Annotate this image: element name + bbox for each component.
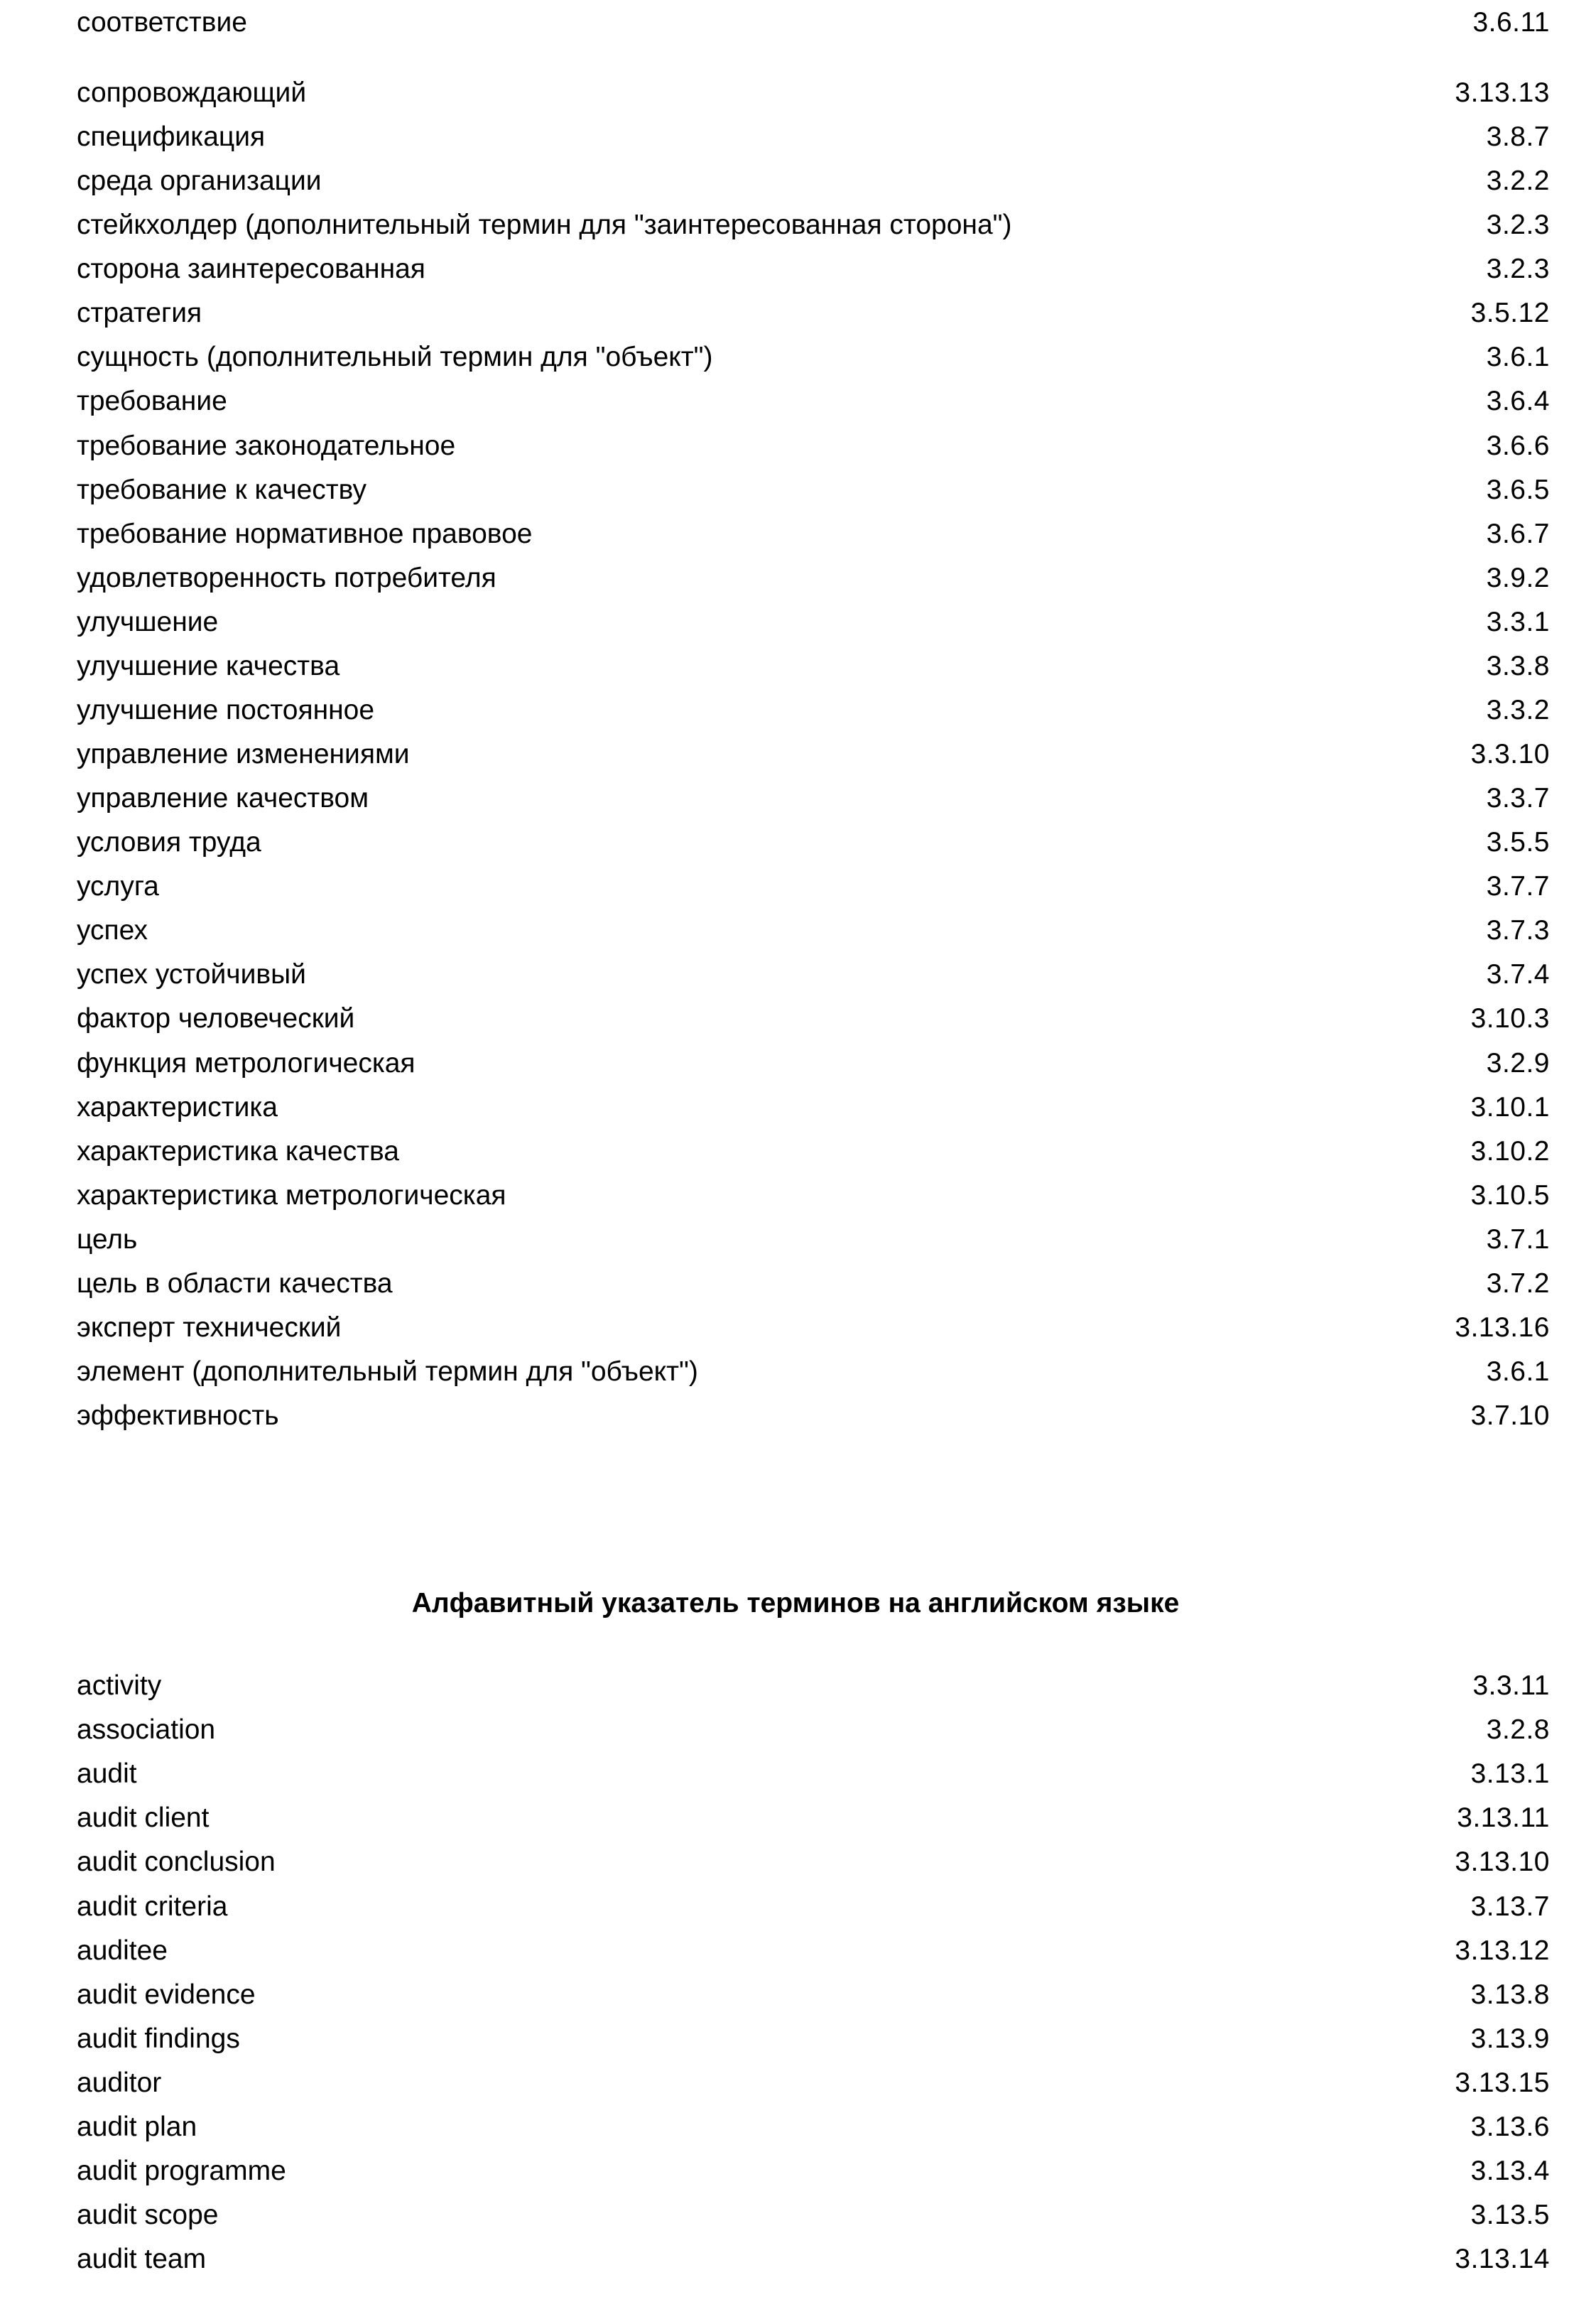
- index-term: audit plan: [77, 2112, 197, 2142]
- index-clause-ref: 3.3.2: [1486, 694, 1550, 725]
- index-term: улучшение постоянное: [77, 694, 375, 725]
- index-term: audit team: [77, 2244, 207, 2275]
- index-clause-ref: 3.13.16: [1455, 1312, 1550, 1343]
- index-entry: [77, 335, 1550, 379]
- index-clause-ref: 3.7.10: [1470, 1400, 1550, 1432]
- index-clause-ref: 3.13.15: [1455, 2067, 1550, 2098]
- index-clause-ref: 3.13.11: [1457, 1803, 1550, 1834]
- index-clause-ref: 3.2.3: [1486, 254, 1550, 285]
- index-entry: [77, 203, 1550, 247]
- index-entry: [77, 1664, 1550, 1708]
- index-clause-ref: 3.13.4: [1470, 2156, 1550, 2187]
- index-clause-ref: 3.6.4: [1486, 386, 1550, 417]
- index-term: эксперт технический: [77, 1312, 342, 1343]
- index-term: требование нормативное правовое: [77, 518, 533, 549]
- index-term: успех устойчивый: [77, 959, 306, 990]
- index-entry: [77, 1840, 1550, 1884]
- index-entry: [77, 1350, 1550, 1394]
- index-entry: [77, 291, 1550, 335]
- index-clause-ref: 3.3.8: [1486, 650, 1550, 681]
- index-term: удовлетворенность потребителя: [77, 562, 496, 593]
- index-clause-ref: 3.13.14: [1455, 2244, 1550, 2275]
- index-term: соответствие: [77, 7, 247, 38]
- index-clause-ref: 3.3.7: [1486, 783, 1550, 814]
- index-clause-ref: 3.3.11: [1472, 1670, 1550, 1701]
- index-clause-ref: 3.7.7: [1486, 871, 1550, 902]
- index-clause-ref: 3.9.2: [1486, 562, 1550, 593]
- index-term: сущность (дополнительный термин для "объект"): [77, 342, 713, 373]
- index-clause-ref: 3.13.9: [1470, 2023, 1550, 2054]
- index-clause-ref: 3.10.5: [1470, 1179, 1550, 1211]
- index-clause-ref: 3.5.12: [1470, 298, 1550, 329]
- index-term: audit programme: [77, 2156, 286, 2187]
- index-term: audit criteria: [77, 1891, 228, 1922]
- index-clause-ref: 3.6.5: [1486, 474, 1550, 505]
- index-entry: [77, 2061, 1550, 2105]
- index-entry: [77, 1086, 1550, 1130]
- index-entry: [77, 1929, 1550, 1973]
- index-clause-ref: 3.7.2: [1486, 1268, 1550, 1299]
- index-term: цель в области качества: [77, 1268, 393, 1299]
- index-entry: [77, 468, 1550, 512]
- index-term: характеристика качества: [77, 1135, 399, 1167]
- index-entry: [77, 644, 1550, 688]
- index-term: функция метрологическая: [77, 1047, 416, 1079]
- index-term: услуга: [77, 871, 159, 902]
- index-entry: [77, 1885, 1550, 1929]
- index-clause-ref: 3.13.6: [1470, 2112, 1550, 2142]
- index-clause-ref: 3.2.9: [1486, 1047, 1550, 1079]
- index-term: association: [77, 1714, 216, 1746]
- index-entry: [77, 1262, 1550, 1306]
- index-clause-ref: 3.6.1: [1486, 1356, 1550, 1388]
- index-clause-ref: 3.13.13: [1455, 77, 1550, 108]
- index-term: auditee: [77, 1935, 168, 1966]
- index-entry: [77, 1174, 1550, 1218]
- index-term: сторона заинтересованная: [77, 254, 425, 285]
- index-entry: [77, 821, 1550, 865]
- index-term: audit client: [77, 1803, 210, 1834]
- index-clause-ref: 3.13.8: [1470, 1979, 1550, 2010]
- index-term: требование к качеству: [77, 474, 367, 505]
- english-index-heading: Алфавитный указатель терминов на английском языке: [411, 1588, 1180, 1618]
- index-clause-ref: 3.6.7: [1486, 518, 1550, 549]
- index-entry: [77, 2105, 1550, 2149]
- index-term: улучшение качества: [77, 650, 340, 681]
- index-term: среда организации: [77, 166, 322, 197]
- index-entry: [77, 424, 1550, 468]
- index-clause-ref: 3.7.1: [1486, 1223, 1550, 1255]
- index-term: audit: [77, 1758, 137, 1790]
- index-entry: [77, 512, 1550, 556]
- index-entry: [77, 556, 1550, 600]
- index-entry: [77, 1218, 1550, 1262]
- index-term: характеристика метрологическая: [77, 1179, 506, 1211]
- index-term: условия труда: [77, 827, 261, 858]
- index-clause-ref: 3.3.1: [1486, 606, 1550, 637]
- index-entry: [77, 2193, 1550, 2237]
- index-entry: [77, 2149, 1550, 2193]
- index-clause-ref: 3.13.7: [1470, 1891, 1550, 1922]
- index-entry: [77, 1394, 1550, 1438]
- index-term: элемент (дополнительный термин для "объект"): [77, 1356, 698, 1388]
- index-entry: [77, 909, 1550, 953]
- index-entry: [77, 71, 1550, 115]
- index-clause-ref: 3.13.12: [1455, 1935, 1550, 1966]
- index-entry: [77, 379, 1550, 423]
- index-term: требование законодательное: [77, 430, 456, 461]
- index-entry: [77, 159, 1550, 203]
- index-entry: [77, 1708, 1550, 1752]
- index-entry: [77, 1306, 1550, 1350]
- index-term: audit conclusion: [77, 1847, 276, 1878]
- index-term: audit evidence: [77, 1979, 256, 2010]
- index-term: activity: [77, 1670, 162, 1701]
- index-clause-ref: 3.5.5: [1486, 827, 1550, 858]
- index-entry: [77, 865, 1550, 909]
- index-term: характеристика: [77, 1091, 278, 1123]
- index-clause-ref: 3.2.8: [1486, 1714, 1550, 1746]
- index-term: требование: [77, 386, 227, 417]
- index-term: цель: [77, 1223, 138, 1255]
- index-clause-ref: 3.8.7: [1486, 121, 1550, 153]
- index-clause-ref: 3.13.10: [1455, 1847, 1550, 1878]
- index-entry: [77, 1042, 1550, 1086]
- index-clause-ref: 3.6.6: [1486, 430, 1550, 461]
- index-term: auditor: [77, 2067, 162, 2098]
- index-term: сопровождающий: [77, 77, 307, 108]
- index-clause-ref: 3.2.2: [1486, 166, 1550, 197]
- index-term: фактор человеческий: [77, 1003, 355, 1034]
- index-clause-ref: 3.3.10: [1470, 739, 1550, 770]
- index-clause-ref: 3.2.3: [1486, 210, 1550, 241]
- index-term: стейкхолдер (дополнительный термин для "заинтересованная сторона"): [77, 210, 1012, 241]
- index-entry: [77, 997, 1550, 1041]
- index-entry: [77, 2237, 1550, 2281]
- index-term: спецификация: [77, 121, 266, 153]
- index-entry: [77, 247, 1550, 291]
- index-term: управление изменениями: [77, 739, 410, 770]
- index-entry: [77, 1, 1550, 45]
- index-entry: [77, 777, 1550, 821]
- index-entry: [77, 1130, 1550, 1174]
- index-clause-ref: 3.6.11: [1472, 7, 1550, 38]
- index-term: стратегия: [77, 298, 202, 329]
- index-term: эффективность: [77, 1400, 279, 1432]
- index-entry: [77, 953, 1550, 997]
- index-term: audit scope: [77, 2200, 219, 2231]
- index-entry: [77, 2017, 1550, 2061]
- index-entry: [77, 115, 1550, 159]
- index-entry: [77, 1752, 1550, 1796]
- index-term: улучшение: [77, 606, 219, 637]
- index-term: управление качеством: [77, 783, 369, 814]
- index-entry: [77, 600, 1550, 644]
- index-term: успех: [77, 915, 148, 946]
- index-entry: [77, 688, 1550, 733]
- index-clause-ref: 3.7.3: [1486, 915, 1550, 946]
- index-term: audit findings: [77, 2023, 240, 2054]
- index-clause-ref: 3.10.3: [1470, 1003, 1550, 1034]
- index-clause-ref: 3.13.1: [1470, 1758, 1550, 1790]
- index-clause-ref: 3.10.2: [1470, 1135, 1550, 1167]
- index-entry: [77, 1973, 1550, 2017]
- index-clause-ref: 3.7.4: [1486, 959, 1550, 990]
- index-entry: [77, 733, 1550, 777]
- index-clause-ref: 3.10.1: [1470, 1091, 1550, 1123]
- index-entry: [77, 1796, 1550, 1840]
- index-clause-ref: 3.6.1: [1486, 342, 1550, 373]
- index-clause-ref: 3.13.5: [1470, 2200, 1550, 2231]
